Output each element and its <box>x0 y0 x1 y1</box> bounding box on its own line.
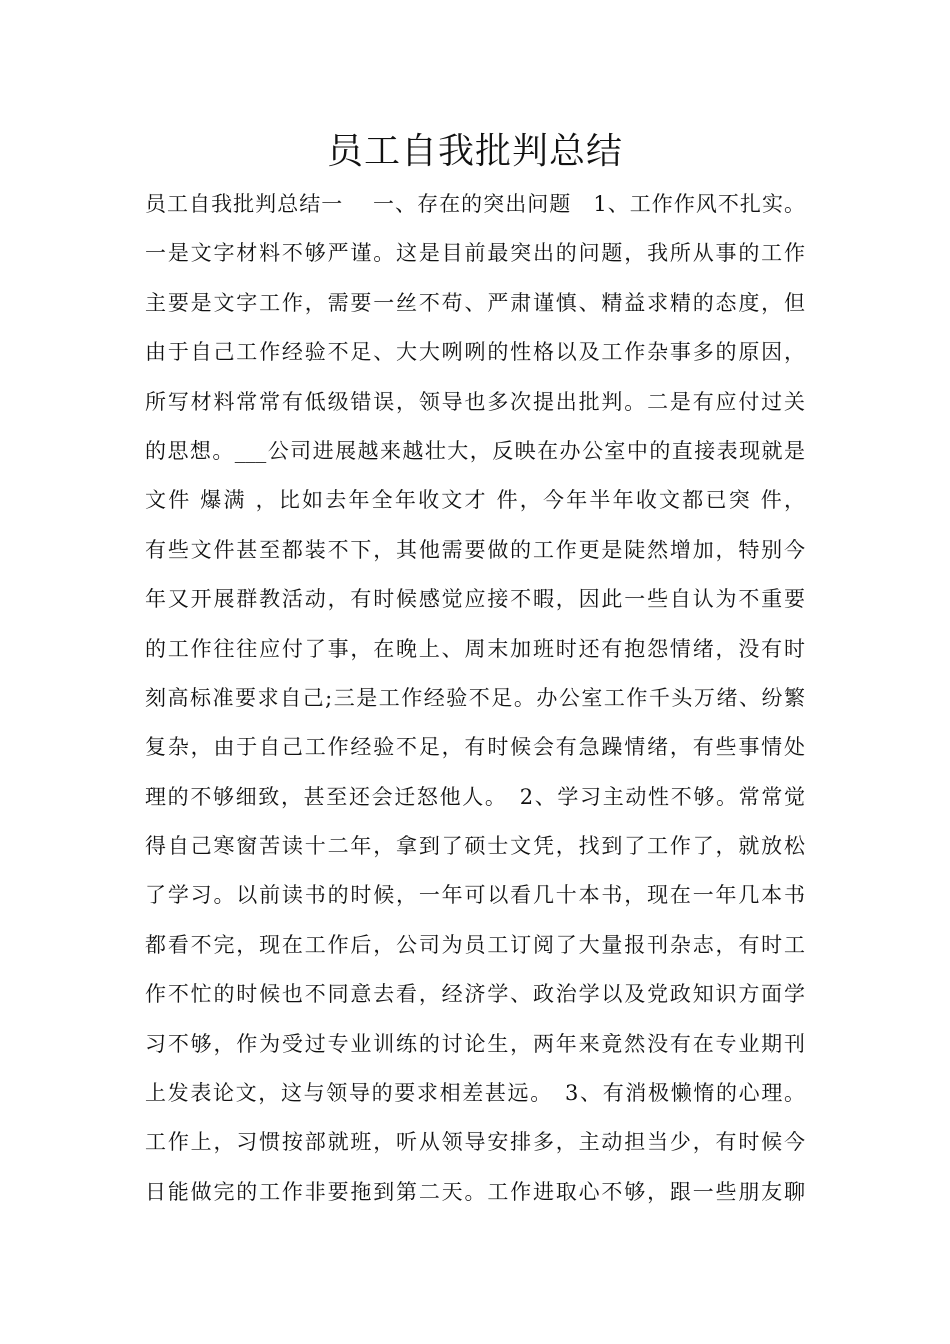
body-line: 复杂，由于自己工作经验不足，有时候会有急躁情绪，有些事情处 <box>145 735 805 760</box>
body-line: 得自己寒窗苦读十二年，拿到了硕士文凭，找到了工作了，就放松 <box>145 834 805 859</box>
body-line: 员工自我批判总结一 一、存在的突出问题 1、工作作风不扎实。 <box>145 192 805 216</box>
document-body <box>145 180 805 1217</box>
body-line: 的工作往往应付了事，在晚上、周末加班时还有抱怨情绪，没有时 <box>145 636 805 661</box>
document-title: 员工自我批判总结 <box>326 131 623 172</box>
body-line: 理的不够细致，甚至还会迁怒他人。 2、学习主动性不够。常常觉 <box>145 784 805 809</box>
body-line: 都看不完，现在工作后，公司为员工订阅了大量报刊杂志，有时工 <box>145 932 805 957</box>
body-line: 由于自己工作经验不足、大大咧咧的性格以及工作杂事多的原因， <box>145 340 805 365</box>
body-line: 上发表论文，这与领导的要求相差甚远。 3、有消极懒惰的心理。 <box>145 1081 805 1106</box>
body-line: 刻高标准要求自己;三是工作经验不足。办公室工作千头万绪、纷繁 <box>145 685 805 710</box>
body-line: 工作上，习惯按部就班，听从领导安排多，主动担当少，有时候今 <box>145 1130 805 1155</box>
body-line: 有些文件甚至都装不下，其他需要做的工作更是陡然增加，特别今 <box>145 537 805 562</box>
body-line: 习不够，作为受过专业训练的讨论生，两年来竟然没有在专业期刊 <box>145 1031 805 1056</box>
body-line: 了学习。以前读书的时候，一年可以看几十本书，现在一年几本书 <box>145 883 805 908</box>
body-line: 作不忙的时候也不同意去看，经济学、政治学以及党政知识方面学 <box>145 982 805 1007</box>
body-line: 主要是文字工作，需要一丝不苟、严肃谨慎、精益求精的态度，但 <box>145 290 805 315</box>
body-line: 的思想。___公司进展越来越壮大，反映在办公室中的直接表现就是 <box>145 438 805 463</box>
body-line: 文件 爆满 ，比如去年全年收文才 件，今年半年收文都已突 件， <box>145 488 805 513</box>
body-line: 所写材料常常有低级错误，领导也多次提出批判。二是有应付过关 <box>145 389 805 414</box>
body-line: 日能做完的工作非要拖到第二天。工作进取心不够，跟一些朋友聊 <box>145 1179 805 1204</box>
body-line: 一是文字材料不够严谨。这是目前最突出的问题，我所从事的工作 <box>145 241 805 266</box>
body-line: 年又开展群教活动，有时候感觉应接不暇，因此一些自认为不重要 <box>145 587 805 612</box>
